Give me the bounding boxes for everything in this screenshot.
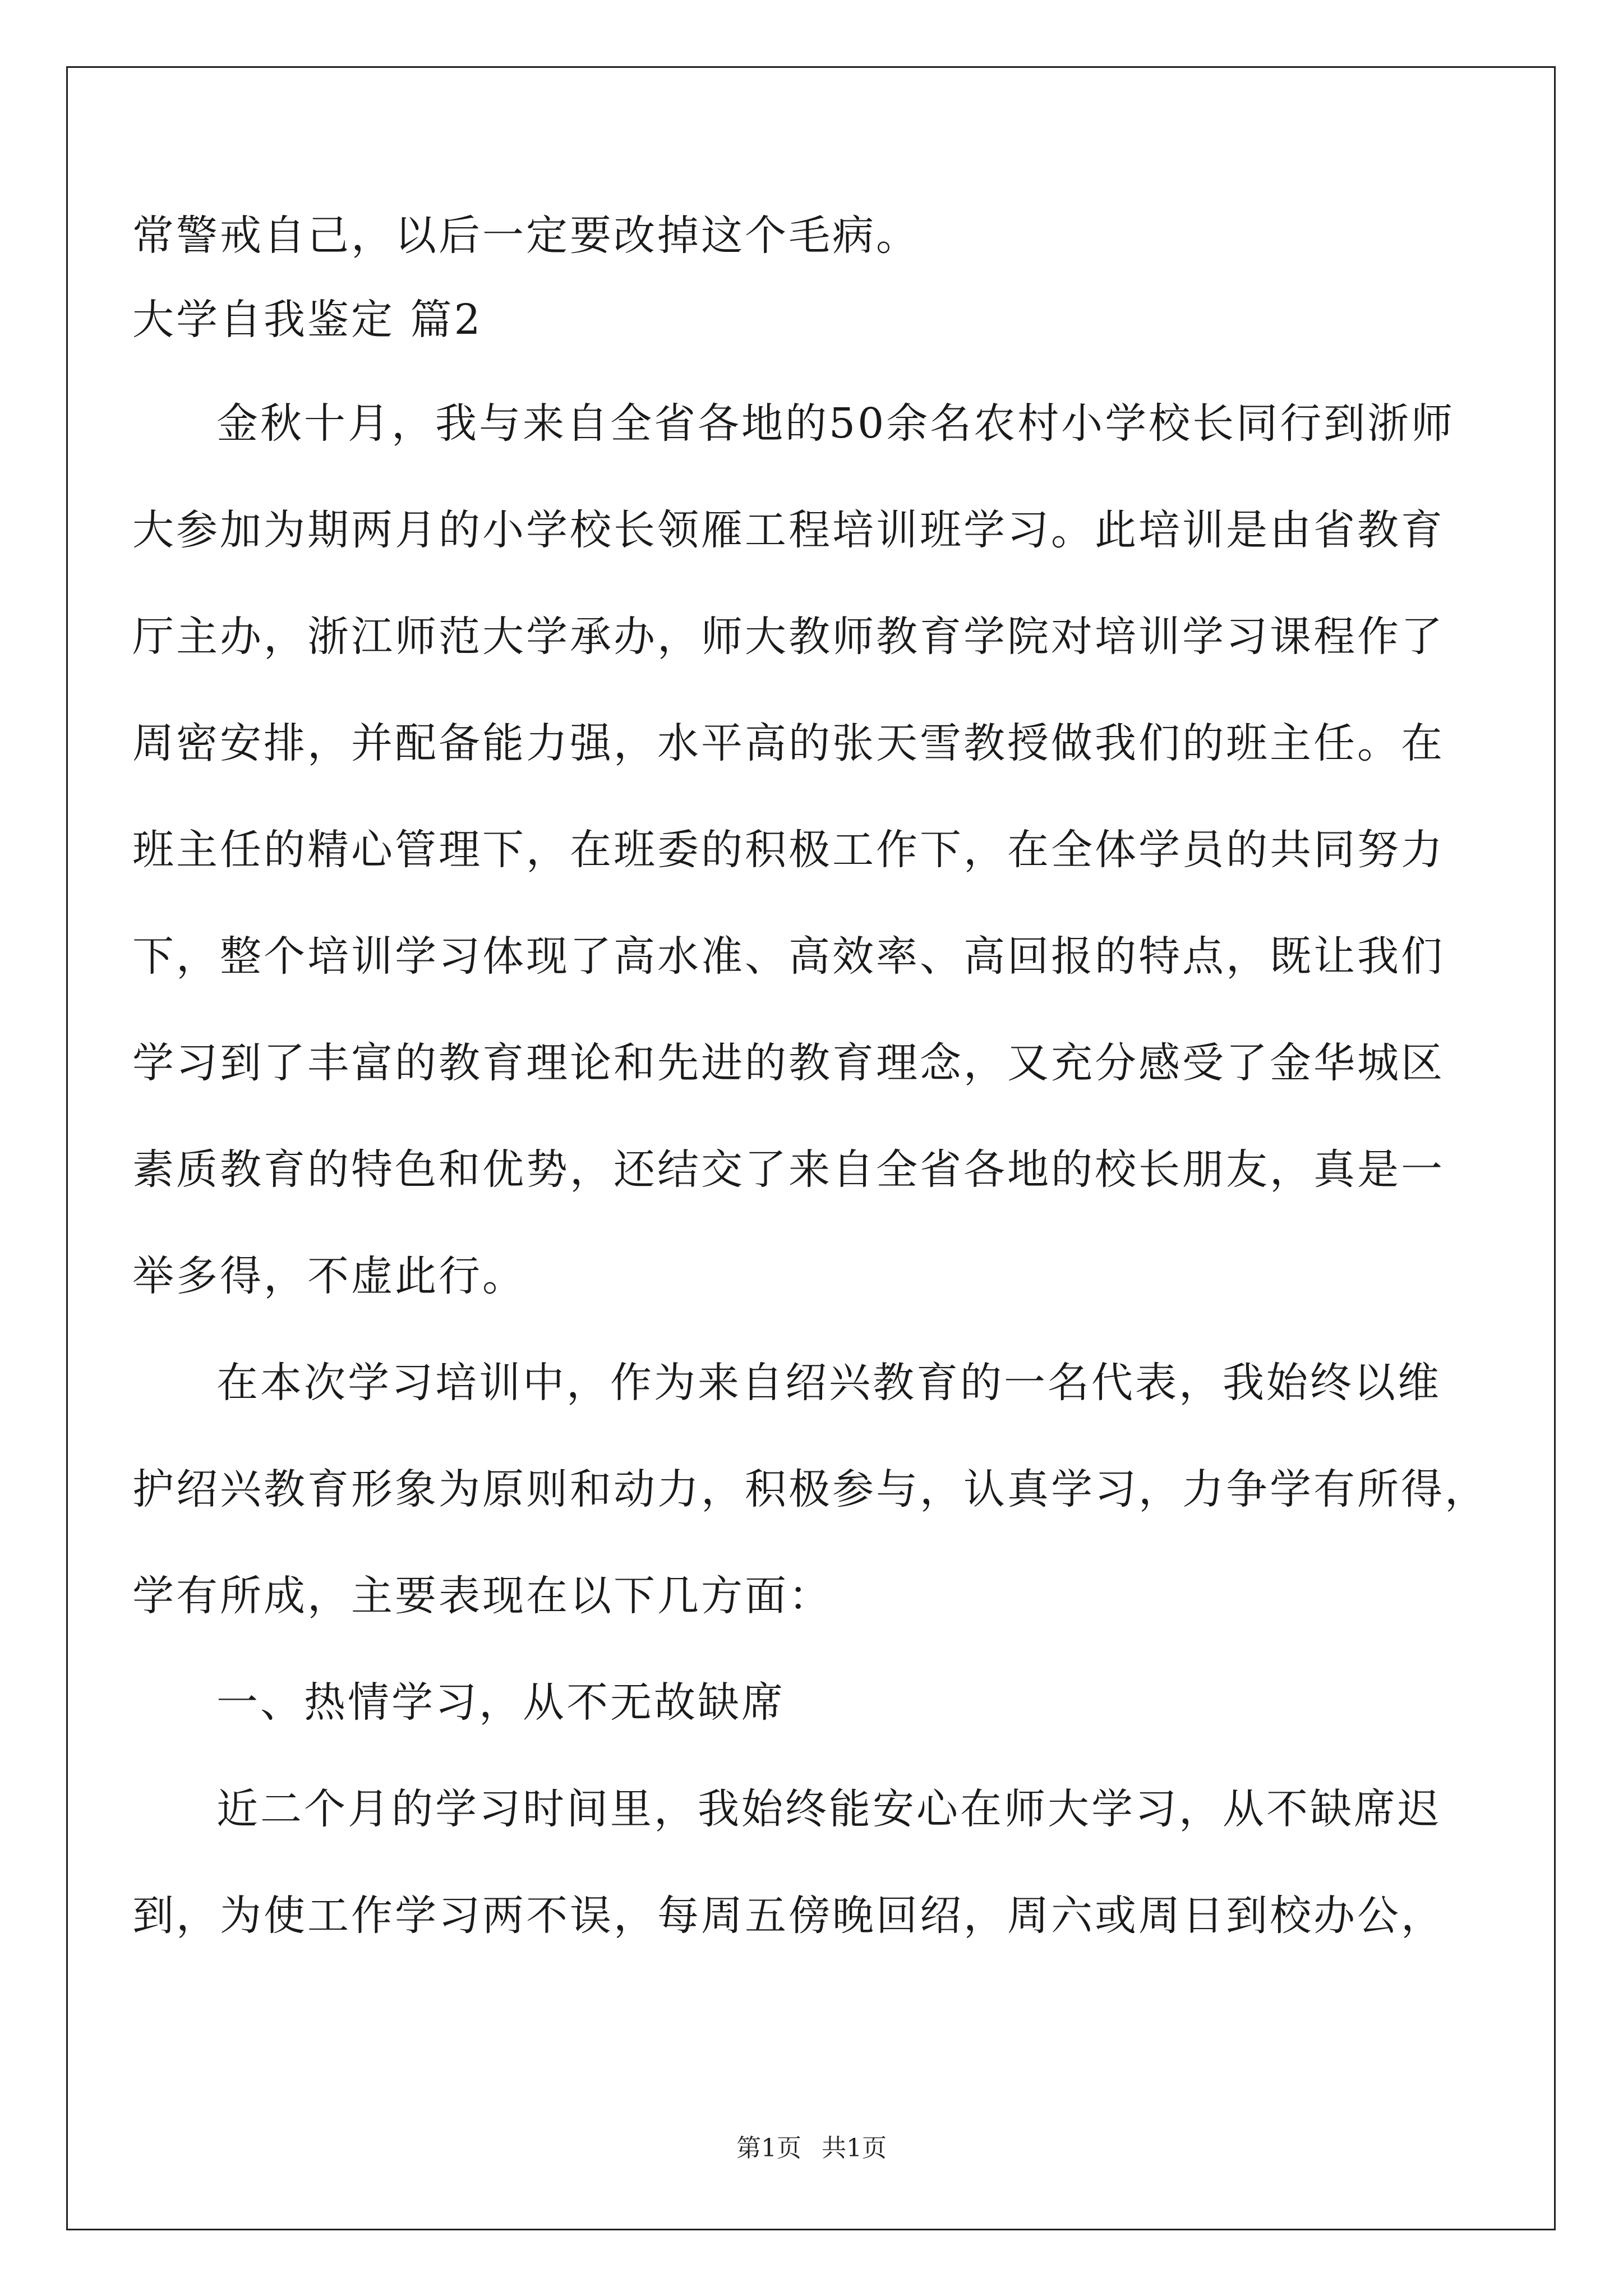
text-line: 周密安排，并配备能力强，水平高的张天雪教授做我们的班主任。在 [132,719,1445,767]
text-line: 大参加为期两月的小学校长领雁工程培训班学习。此培训是由省教育 [132,506,1445,554]
text-line: 班主任的精心管理下，在班委的积极工作下，在全体学员的共同努力 [132,826,1445,874]
section-heading: 大学自我鉴定 篇2 [132,296,483,344]
page-footer [0,2132,1623,2165]
text-line: 素质教育的特色和优势，还结交了来自全省各地的校长朋友，真是一 [132,1145,1445,1194]
text-line: 常警戒自己，以后一定要改掉这个毛病。 [132,211,920,260]
text-line: 近二个月的学习时间里，我始终能安心在师大学习，从不缺席迟 [216,1785,1441,1833]
page-number: 第1页 [736,2134,801,2162]
text-line: 在本次学习培训中，作为来自绍兴教育的一名代表，我始终以维 [216,1359,1441,1407]
text-line: 金秋十月，我与来自全省各地的50余名农村小学校长同行到浙师 [216,399,1455,448]
text-line: 厅主办，浙江师范大学承办，师大教师教育学院对培训学习课程作了 [132,613,1445,661]
page-total: 共1页 [822,2134,887,2162]
text-line: 举多得，不虚此行。 [132,1252,526,1300]
text-line: 学有所成，主要表现在以下几方面： [132,1572,832,1620]
text-line: 学习到了丰富的教育理论和先进的教育理念，又充分感受了金华城区 [132,1039,1445,1087]
text-line: 下，整个培训学习体现了高水准、高效率、高回报的特点，既让我们 [132,932,1445,981]
subsection-heading: 一、热情学习，从不无故缺席 [216,1678,785,1727]
text-line: 护绍兴教育形象为原则和动力，积极参与，认真学习，力争学有所得， [132,1465,1488,1513]
text-line: 到，为使工作学习两不误，每周五傍晚回绍，周六或周日到校办公， [132,1892,1445,1940]
